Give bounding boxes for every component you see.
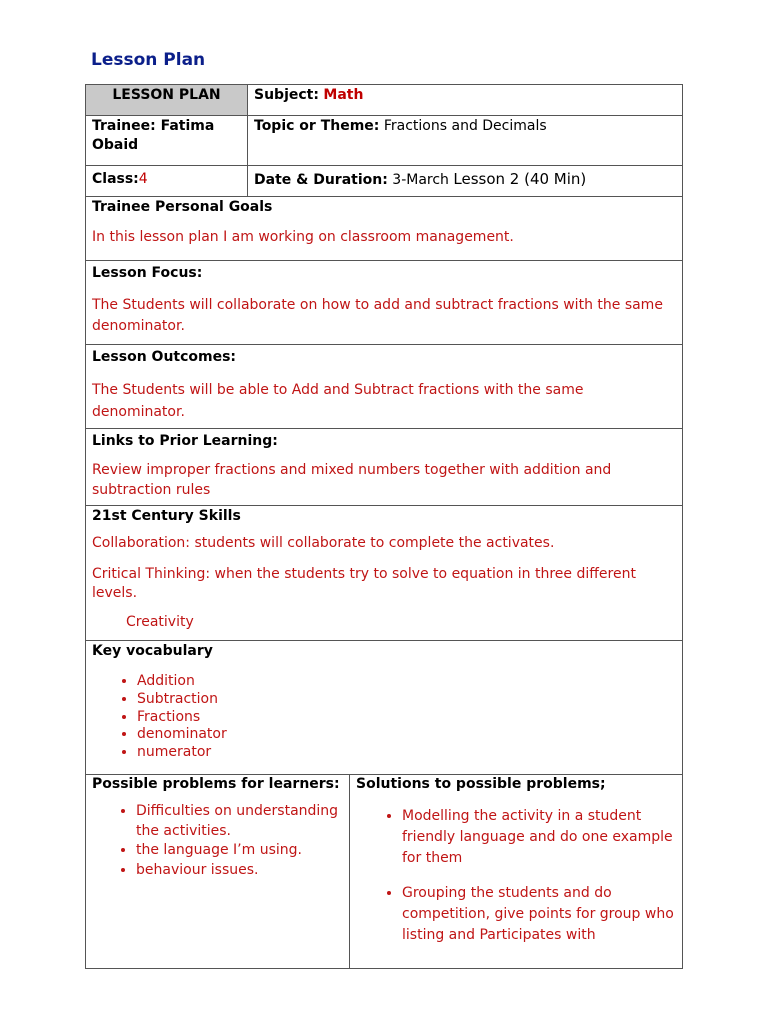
vocab-section <box>86 641 683 775</box>
problem-item: • the language I’m using. <box>136 841 343 861</box>
class-value: 4 <box>138 171 148 187</box>
subject-label: Subject: <box>254 87 319 103</box>
problem-item: • Difficulties on understanding the activities. <box>136 802 343 841</box>
solutions-list <box>356 806 676 946</box>
goals-body: In this lesson plan I am working on classroom management. <box>92 229 514 245</box>
prior-learning-section <box>86 429 683 506</box>
solutions-section <box>350 775 683 969</box>
page-title: Lesson Plan <box>91 50 206 70</box>
class-label: Class: <box>92 171 139 187</box>
vocab-title: Key vocabulary <box>92 643 213 659</box>
vocab-item: • Addition <box>137 673 676 691</box>
lesson-plan-header-cell <box>86 85 248 116</box>
prior-body: Review improper fractions and mixed numbers together with addition and subtraction rules <box>92 462 612 498</box>
solution-item: • Grouping the students and do competition, give points for group who listing and Participates with <box>402 883 676 946</box>
solutions-title: Solutions to possible problems; <box>356 776 606 792</box>
subject-cell <box>248 85 683 116</box>
trainee-label: Trainee: Fatima Obaid <box>92 118 215 153</box>
goals-section <box>86 197 683 261</box>
skills-section <box>86 506 683 641</box>
date-label: Date & Duration: <box>254 172 388 188</box>
solution-item: • Modelling the activity in a student friendly language and do one example for them <box>402 806 676 869</box>
skills-title: 21st Century Skills <box>92 508 241 524</box>
skills-line-2: Critical Thinking: when the students try to solve to equation in three different levels. <box>92 566 636 601</box>
outcomes-title: Lesson Outcomes: <box>92 349 237 365</box>
prior-title: Links to Prior Learning: <box>92 433 278 449</box>
focus-body: The Students will collaborate on how to add and subtract fractions with the same denominator. <box>92 297 663 334</box>
focus-title: Lesson Focus: <box>92 265 203 281</box>
lesson-plan-table <box>85 84 683 969</box>
trainee-cell <box>86 116 248 166</box>
outcomes-section <box>86 345 683 429</box>
lesson-value: Lesson 2 (40 Min) <box>453 170 587 188</box>
vocab-list <box>92 673 676 762</box>
topic-cell <box>248 116 683 166</box>
goals-title: Trainee Personal Goals <box>92 199 273 215</box>
topic-label: Topic or Theme: <box>254 118 380 134</box>
class-cell <box>86 166 248 197</box>
problem-item: • behaviour issues. <box>136 861 343 881</box>
date-cell <box>248 166 683 197</box>
outcomes-body: The Students will be able to Add and Subtract fractions with the same denominator. <box>92 382 584 420</box>
vocab-item: • Subtraction <box>137 691 676 709</box>
skills-line-1: Collaboration: students will collaborate to complete the activates. <box>92 535 555 551</box>
topic-value: Fractions and Decimals <box>383 118 547 134</box>
lesson-plan-label: LESSON PLAN <box>112 87 221 103</box>
problems-list <box>92 802 343 880</box>
subject-value: Math <box>323 87 364 103</box>
problems-title: Possible problems for learners: <box>92 776 340 792</box>
vocab-item: • numerator <box>137 744 676 762</box>
skills-line-3: Creativity <box>126 614 194 630</box>
vocab-item: • Fractions <box>137 709 676 727</box>
date-value: 3-March <box>392 172 449 188</box>
problems-section <box>86 775 350 969</box>
vocab-item: • denominator <box>137 726 676 744</box>
focus-section <box>86 261 683 345</box>
